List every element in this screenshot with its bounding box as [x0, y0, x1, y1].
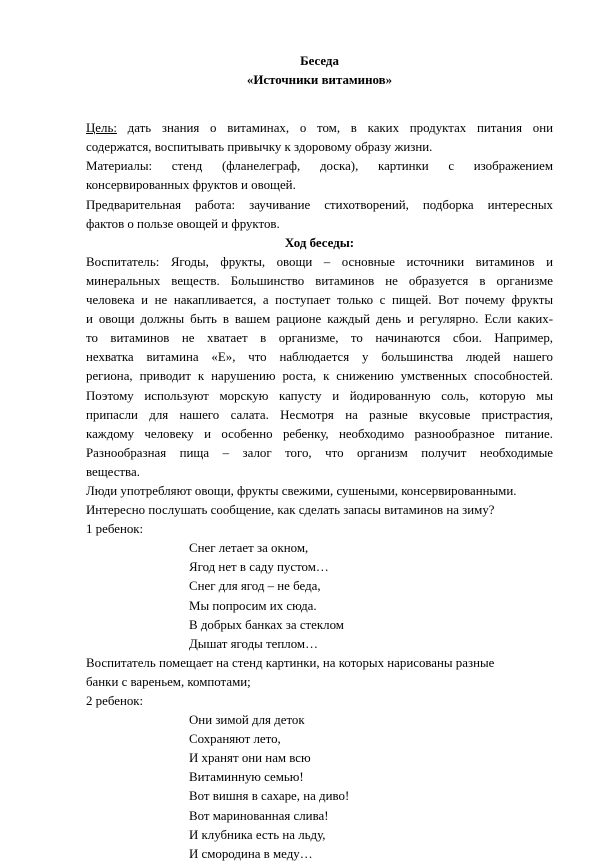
poem-line: Мы попросим их сюда. [189, 598, 317, 613]
poem-line: Снег летает за окном, [189, 541, 309, 556]
poem-line: Витаминную семью! [189, 770, 304, 785]
teacher-line: региона, приводит к нарушению роста, к снижению умственных способностей. [86, 369, 553, 384]
child-1-label: 1 ребенок: [86, 522, 144, 537]
materials-line: Материалы: стенд (фланелеграф, доска), картинки с изображением [86, 159, 553, 174]
materials-paragraph [86, 157, 553, 195]
spacer [86, 90, 553, 119]
poem-1 [189, 539, 553, 654]
preparation-paragraph [86, 196, 553, 234]
teacher-2-line: банки с вареньем, компотами; [86, 674, 251, 689]
poem-line: Вот вишня в сахаре, на диво! [189, 789, 350, 804]
teacher-line: Поэтому используют морскую капусту и йодированную соль, которую мы [86, 388, 553, 403]
teacher-line: минеральных веществ. Большинство витаминов не образуется в организме [86, 273, 553, 288]
teacher-2-line: Воспитатель помещает на стенд картинки, на которых нарисованы разные [86, 655, 495, 670]
teacher-line: припасли для нашего салата. Несмотря на разные вкусовые пристрастия, [86, 407, 553, 422]
preparation-line: фактов о пользе овощей и фруктов. [86, 216, 280, 231]
poem-line: Сохраняют лето, [189, 732, 281, 747]
poem-line: И хранят они нам всю [189, 751, 311, 766]
question-line: Интересно послушать сообщение, как сделать запасы витаминов на зиму? [86, 503, 495, 518]
document-body [86, 52, 553, 864]
teacher-line: то витаминов не хватает в организме, то начинаются сбои. Например, [86, 331, 553, 346]
goal-line: содержатся, воспитывать привычку к здоровому образу жизни. [86, 140, 433, 155]
teacher-paragraph [86, 253, 553, 482]
teacher-line: человека и не накапливается, а поступает только с пищей. Вот почему фрукты [86, 293, 553, 308]
poem-line: Ягод нет в саду пустом… [189, 560, 329, 575]
poem-line: Снег для ягод – не беда, [189, 579, 321, 594]
document-title: Беседа [300, 54, 339, 68]
child-2-label: 2 ребенок: [86, 694, 144, 708]
poem-line: И смородина в меду… [189, 846, 313, 861]
preparation-line: Предварительная работа: заучивание стихотворений, подборка интересных [86, 197, 553, 212]
goal-text: дать знания о витаминах, о том, в каких продуктах питания они [116, 121, 553, 136]
poem-line: Они зимой для деток [189, 713, 305, 728]
materials-line: консервированных фруктов и овощей. [86, 178, 296, 193]
teacher-line: каждому человеку и особенно ребенку, необходимо разнообразное питание. [86, 426, 553, 441]
poem-line: Вот маринованная слива! [189, 808, 329, 823]
people-line: Люди употребляют овощи, фрукты свежими, сушеными, консервированными. [86, 483, 517, 498]
teacher-line: вещества. [86, 464, 140, 479]
teacher-line: Воспитатель: Ягоды, фрукты, овощи – основные источники витаминов и [86, 254, 553, 269]
teacher-line: нехватка витамина «Е», что наблюдается у большинства людей нашего [86, 350, 553, 365]
document-subtitle: «Источники витаминов» [246, 73, 393, 88]
poem-line: И клубника есть на льду, [189, 827, 326, 842]
poem-line: Дышат ягоды теплом… [189, 636, 318, 651]
teacher-line: Разнообразная пища – залог того, что организм получит необходимые [86, 445, 553, 460]
goal-paragraph [86, 119, 553, 157]
goal-label: Цель: [86, 121, 117, 136]
section-title: Ход беседы: [284, 235, 355, 250]
poem-line: В добрых банках за стеклом [189, 617, 344, 632]
poem-2 [189, 711, 553, 864]
goal-line [86, 119, 553, 138]
teacher-line: и овощи должны быть в вашем рационе каждый день и регулярно. Если каких- [86, 312, 553, 327]
